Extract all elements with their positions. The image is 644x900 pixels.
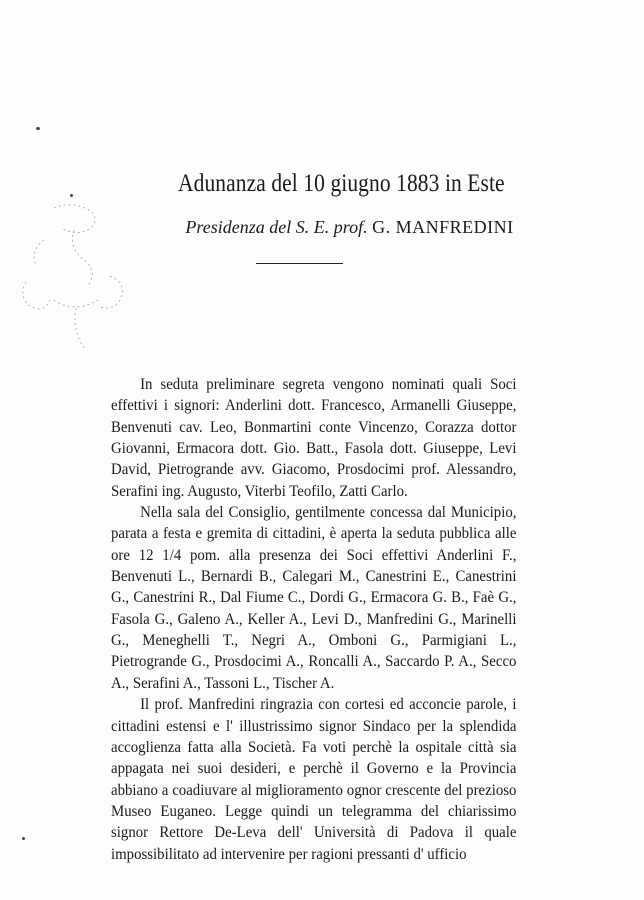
- speck: [22, 837, 25, 840]
- paragraph: Il prof. Manfredini ringrazia con cortesi ed acconcie parole, i cittadini estensi e l' illustrissimo signor Sindaco per la splendida accoglienza fatta alla Società. Fa voti perchè la ospitale città sia appagata nei suoi desideri, e perchè il Governo e la Provincia abbiano a coadiuvare al miglioramento ognor crescente del prezioso Museo Euganeo. Legge quindi un telegramma del chiarissimo signor Rettore De-Leva dell' Università di Padova il quale impossibilitato ad intervenire per ragioni pressanti d' ufficio: [111, 696, 517, 863]
- presidency-label: Presidenza del S. E. prof.: [185, 217, 368, 237]
- president-name: G. MANFREDINI: [372, 217, 514, 237]
- speck: [36, 127, 40, 130]
- paragraph: In seduta preliminare segreta vengono nominati quali Soci effettivi i signori: Anderlini dott. Francesco, Armanelli Giuseppe, Benvenuti cav. Leo, Bonmartini conte Vincenzo, Corazza dottor Giovanni, Ermacora dott. Gio. Batt., Fasola dott. Giuseppe, Levi David, Pietrogrande avv. Giacomo, Prosdocimi prof. Alessandro, Serafini ing. Augusto, Viterbi Teofilo, Zatti Carlo.: [111, 376, 517, 500]
- bleed-through-ornament: [14, 190, 134, 360]
- presidency-line: [0, 217, 644, 238]
- page-title: [45, 170, 599, 198]
- title-text: Adunanza del 10 giugno 1883 in Este: [178, 170, 505, 197]
- paragraph: Nella sala del Consiglio, gentilmente concessa dal Municipio, parata a festa e gremita di cittadini, è aperta la seduta pubblica alle ore 12 1/4 pom. alla presenza dei Soci effettivi Anderlini F., Benvenuti L., Bernardi B., Calegari M., Canestrini E., Canestrini G., Canestrini R., Dal Fiume C., Dordi G., Ermacora G. B., Faè G., Fasola G., Galeno A., Keller A., Levi D., Manfredini G., Marinelli G., Meneghelli T., Negri A., Omboni G., Parmigiani L., Pietrogrande G., Prosdocimi A., Roncalli A., Saccardo P. A., Secco A., Serafini A., Tassoni L., Tischer A.: [111, 504, 517, 692]
- title-divider: [256, 263, 343, 264]
- body-text: [111, 374, 516, 865]
